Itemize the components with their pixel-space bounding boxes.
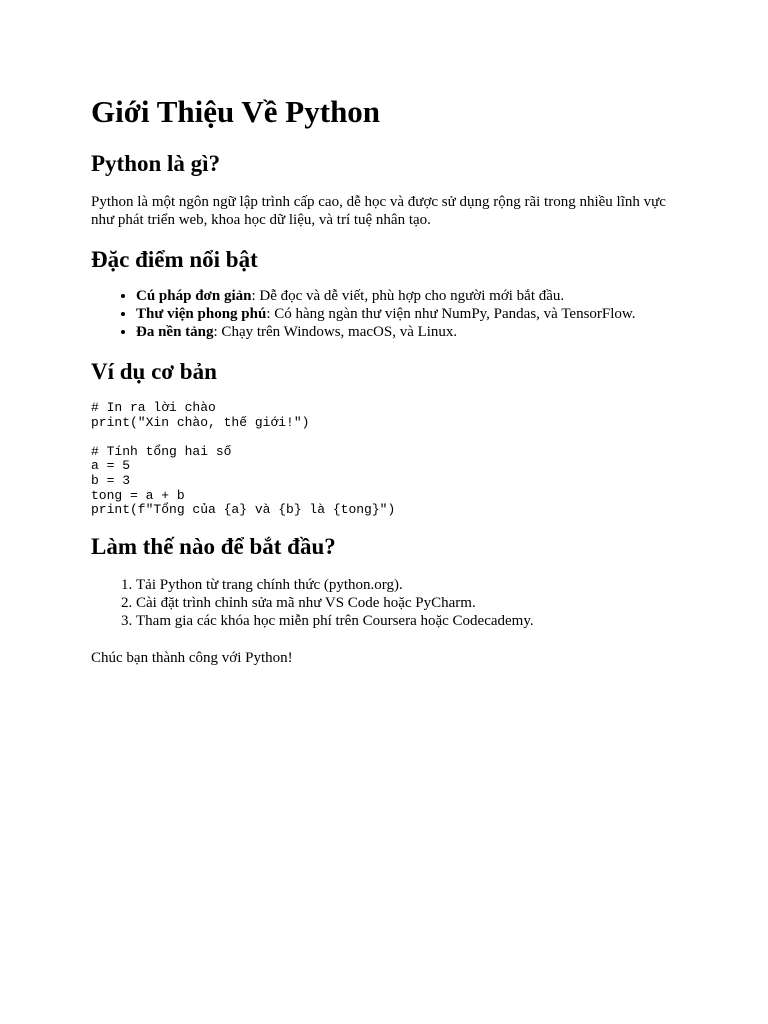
feature-term: Đa nền tảng (136, 324, 214, 340)
feature-item (136, 305, 681, 323)
step-item: 1. Tải Python từ trang chính thức (python.org). (136, 576, 681, 594)
feature-desc: : Có hàng ngàn thư viện như NumPy, Pandas, và TensorFlow. (266, 306, 636, 322)
feature-term: Cú pháp đơn giản (136, 288, 252, 304)
step-item: 3. Tham gia các khóa học miễn phí trên Coursera hoặc Codecademy. (136, 612, 681, 630)
closing-text: Chúc bạn thành công với Python! (91, 649, 293, 666)
steps-list (91, 576, 681, 630)
feature-desc: : Dễ đọc và dễ viết, phù hợp cho người mới bắt đầu. (251, 288, 565, 304)
code-line: # In ra lời chào (91, 400, 216, 415)
heading-python-what: Python là gì? (91, 151, 221, 176)
heading-features: Đặc điểm nổi bật (91, 247, 258, 272)
heading-examples: Ví dụ cơ bản (91, 359, 217, 384)
code-gap (91, 430, 681, 445)
step-item: 2. Cài đặt trình chỉnh sửa mã như VS Code hoặc PyCharm. (136, 594, 681, 612)
code-line: a = 5 (91, 458, 131, 474)
feature-desc: : Chạy trên Windows, macOS, và Linux. (213, 324, 458, 340)
code-line: # Tính tổng hai số (91, 443, 232, 459)
heading-getting-started: Làm thế nào để bắt đầu? (91, 533, 336, 559)
intro-paragraph: Python là một ngôn ngữ lập trình cấp cao, dễ học và được sử dụng rộng rãi trong nhiều lĩnh vực như phát triển web, khoa học dữ liệu, và trí tuệ nhân tạo. (91, 194, 666, 228)
code-line: b = 3 (91, 472, 131, 488)
feature-term: Thư viện phong phú (136, 306, 267, 322)
code-line: print("Xin chào, thế giới!") (91, 414, 310, 430)
code-line: print(f"Tổng của {a} và {b} là {tong}") (91, 502, 396, 518)
feature-item (136, 323, 681, 341)
code-line: tong = a + b (91, 487, 185, 503)
page-title: Giới Thiệu Về Python (91, 94, 381, 129)
features-list (91, 287, 681, 341)
code-block (91, 401, 681, 518)
document-page (91, 92, 681, 667)
feature-item (136, 287, 681, 305)
